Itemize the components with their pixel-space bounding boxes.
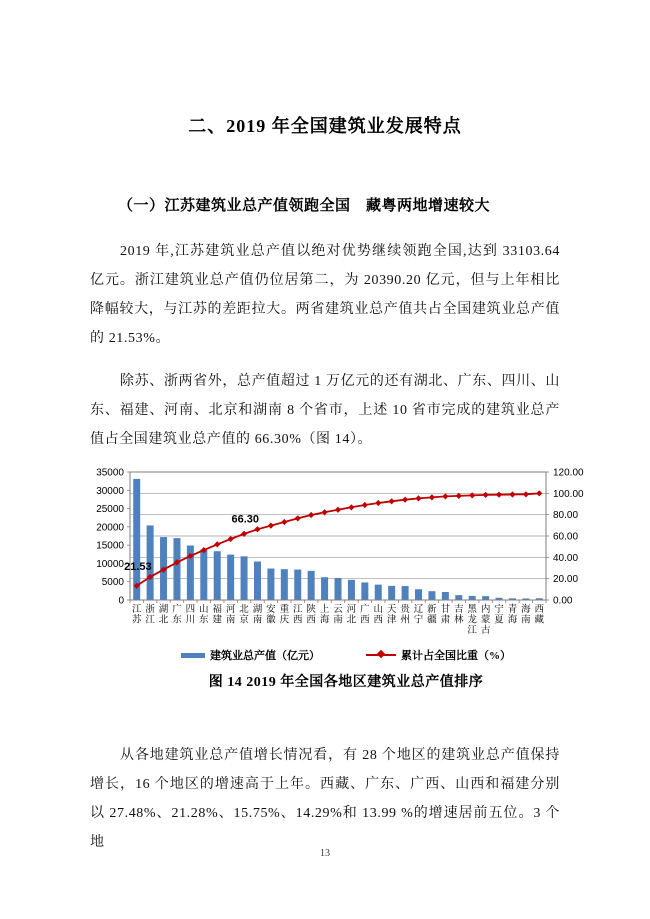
svg-text:黑: 黑 [467,605,477,615]
legend-bar-label: 建筑业总产值（亿元） [210,650,320,662]
svg-text:南: 南 [333,615,343,626]
svg-text:海: 海 [521,605,531,615]
svg-text:福: 福 [212,605,222,615]
svg-text:30000: 30000 [96,485,124,497]
svg-text:上: 上 [319,605,330,615]
chart-legend [86,647,606,663]
svg-text:安: 安 [266,605,276,615]
svg-text:京: 京 [239,615,249,626]
svg-text:南: 南 [521,615,531,626]
svg-text:江: 江 [467,626,477,636]
figure-caption: 图 14 2019 年全国各地区建筑业总产值排序 [208,675,484,690]
svg-text:肃: 肃 [440,615,451,626]
bar-series-swatch [181,653,205,658]
svg-text:湖: 湖 [252,605,263,615]
svg-text:江: 江 [145,615,155,626]
svg-text:100.00: 100.00 [553,488,584,500]
legend-line-label: 累计占全国比重（%） [401,650,511,662]
svg-text:21.53: 21.53 [124,561,152,574]
svg-text:北: 北 [346,615,357,626]
page-number: 13 [320,848,330,859]
svg-text:龙: 龙 [467,615,477,626]
svg-text:海: 海 [507,615,518,626]
svg-text:津: 津 [386,615,397,626]
svg-text:夏: 夏 [494,615,504,626]
svg-text:西: 西 [292,615,303,626]
svg-text:蒙: 蒙 [480,615,491,626]
svg-text:山: 山 [373,605,384,615]
svg-text:东: 东 [199,615,209,626]
svg-text:60.00: 60.00 [553,531,579,543]
svg-text:徽: 徽 [266,615,276,626]
svg-text:浙: 浙 [145,605,155,615]
svg-text:天: 天 [386,605,397,615]
svg-text:0.00: 0.00 [553,595,573,607]
svg-text:湖: 湖 [158,605,169,615]
svg-text:辽: 辽 [413,605,424,615]
svg-text:东: 东 [172,615,182,626]
svg-text:河: 河 [225,605,236,615]
svg-text:66.30: 66.30 [231,513,260,526]
svg-text:内: 内 [480,605,491,615]
svg-text:吉: 吉 [454,605,464,615]
svg-text:藏: 藏 [534,615,545,626]
section-heading: （一）江苏建筑业总产值领跑全国 藏粤两地增速较大 [118,198,491,214]
legend-item-line [366,647,511,663]
svg-text:州: 州 [400,615,410,626]
svg-text:林: 林 [454,615,464,626]
svg-text:古: 古 [480,626,491,636]
svg-text:广: 广 [360,605,370,615]
svg-text:20.00: 20.00 [553,574,579,586]
diamond-marker-icon [377,650,385,658]
svg-text:江: 江 [131,605,142,615]
svg-text:宁: 宁 [494,605,504,615]
paragraph-1: 2019 年,江苏建筑业总产值以绝对优势继续领跑全国,达到 33103.64 亿元。浙江建筑业总产值仍位居第二，为 20390.20 亿元，但与上年相比降幅较大，与江苏的差距拉大。两省建筑业总产值共占全国建筑业总产值的 21.53%。 [90,244,560,346]
svg-text:西: 西 [360,615,370,626]
svg-text:青: 青 [507,605,518,615]
svg-text:北: 北 [239,605,249,615]
svg-text:35000: 35000 [96,467,124,479]
svg-text:25000: 25000 [96,504,124,516]
svg-text:甘: 甘 [440,605,451,615]
paragraph-2: 除苏、浙两省外，总产值超过 1 万亿元的还有湖北、广东、四川、山东、福建、河南、北京和湖南 8 个省市，上述 10 省市完成的建筑业总产值占全国建筑业总产值的 66.30%（图 14）。 [90,374,560,447]
svg-text:陕: 陕 [306,605,316,615]
svg-text:15000: 15000 [96,540,124,552]
svg-text:40.00: 40.00 [553,552,579,564]
svg-text:西: 西 [306,615,316,626]
svg-text:5000: 5000 [101,577,124,589]
svg-text:宁: 宁 [413,615,424,626]
svg-text:广: 广 [172,605,182,615]
figure-14 [86,462,606,691]
svg-text:云: 云 [333,605,343,615]
svg-text:80.00: 80.00 [553,510,579,522]
svg-text:10000: 10000 [96,558,124,570]
svg-text:南: 南 [225,615,236,626]
svg-text:重: 重 [279,605,290,615]
svg-text:疆: 疆 [427,615,437,626]
svg-text:山: 山 [199,605,209,615]
svg-text:西: 西 [534,605,545,615]
svg-text:四: 四 [185,605,196,615]
svg-text:120.00: 120.00 [553,467,584,479]
svg-text:南: 南 [252,615,263,626]
svg-text:江: 江 [292,605,303,615]
svg-text:新: 新 [427,605,437,615]
svg-text:西: 西 [373,615,384,626]
pareto-chart [86,462,606,638]
svg-text:北: 北 [158,615,169,626]
svg-text:庆: 庆 [279,615,290,626]
legend-item-bar [181,647,320,663]
svg-text:20000: 20000 [96,522,124,534]
svg-text:川: 川 [185,615,196,626]
svg-text:海: 海 [319,615,330,626]
paragraph-3: 从各地建筑业总产值增长情况看，有 28 个地区的建筑业总产值保持增长，16 个地区的增速高于上年。西藏、广东、广西、山西和福建分别以 27.48%、21.28%、15.75%、14.29%和 13.99 %的增速居前五位。3 个地 [90,748,560,850]
svg-text:河: 河 [346,605,357,615]
svg-text:0: 0 [118,595,124,607]
svg-text:贵: 贵 [400,605,410,615]
svg-text:建: 建 [212,615,222,626]
svg-text:苏: 苏 [131,615,142,626]
page-title: 二、2019 年全国建筑业发展特点 [188,116,462,136]
line-series-swatch [366,654,396,656]
